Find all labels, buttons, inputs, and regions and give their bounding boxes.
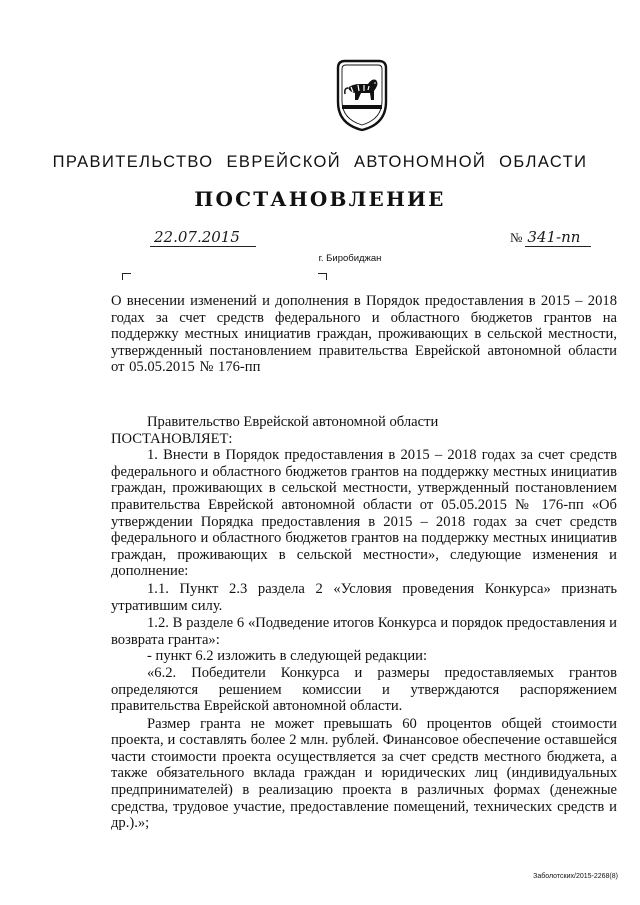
body-paragraph: 1.2. В разделе 6 «Подведение итогов Конкурса и порядок предоставления и возврата гранта»: (111, 615, 617, 648)
footer-reference: Заболотских/2015-2268(8) (533, 873, 618, 880)
body-paragraph: - пункт 6.2 изложить в следующей редакции: (147, 648, 428, 665)
body-paragraph: 1. Внести в Порядок предоставления в 2015 – 2018 годах за счет средств федерального и областного бюджетов грантов на поддержку местных инициатив граждан, проживающих в сельской местности, утвержденный постановлением правительства Еврейской автономной области от 05.05.2015 № 176-пп «Об утверждении Порядка предоставления в 2015 – 2018 годах за счет средств федерального и областного бюджетов грантов на поддержку местных инициатив граждан, проживающих в сельской местности», следующие изменения и дополнение: (111, 447, 617, 580)
subject-corner-mark-right (318, 273, 327, 280)
body-paragraph: «6.2. Победители Конкурса и размеры предоставляемых грантов определяются решением комиссии и утверждаются распоряжением правительства Еврейской автономной области. (111, 664, 617, 715)
number-field (510, 229, 591, 247)
body-resolves: ПОСТАНОВЛЯЕТ: (111, 430, 233, 447)
handwritten-number: 341-пп (525, 229, 591, 247)
body-paragraph: Размер гранта не может превышать 60 процентов общей стоимости проекта, и составлять более 2 млн. рублей. Финансовое обеспечение оставшейся части стоимости проекта осуществляется за счет средств местного бюджета, а также обязательного вклада граждан и юридических лиц (индивидуальных предпринимателей) в реализацию проекта в различных формах (денежные средства, трудовое участие, предоставление помещений, технических средств и др.).»; (111, 715, 617, 832)
government-title: ПРАВИТЕЛЬСТВО ЕВРЕЙСКОЙ АВТОНОМНОЙ ОБЛАСТИ (52, 153, 588, 171)
body-intro: Правительство Еврейской автономной области (147, 414, 439, 430)
body-paragraph: 1.1. Пункт 2.3 раздела 2 «Условия проведения Конкурса» признать утратившим силу. (111, 580, 617, 614)
document-type-heading: ПОСТАНОВЛЕНИЕ (194, 187, 446, 211)
date-field (150, 229, 256, 247)
document-subject: О внесении изменений и дополнения в Порядок предоставления в 2015 – 2018 годах за счет средств федерального и областного бюджетов грантов на поддержку местных инициатив граждан, проживающих в сельской местности, утвержденный постановлением правительства Еврейской автономной области от 05.05.2015 № 176-пп (111, 293, 617, 376)
city-label: г. Биробиджан (318, 253, 382, 264)
handwritten-date: 22.07.2015 (154, 228, 240, 246)
document-body (111, 414, 617, 832)
subject-corner-mark-left (122, 273, 131, 280)
coat-of-arms-icon (334, 58, 390, 132)
number-prefix: № (510, 230, 523, 245)
